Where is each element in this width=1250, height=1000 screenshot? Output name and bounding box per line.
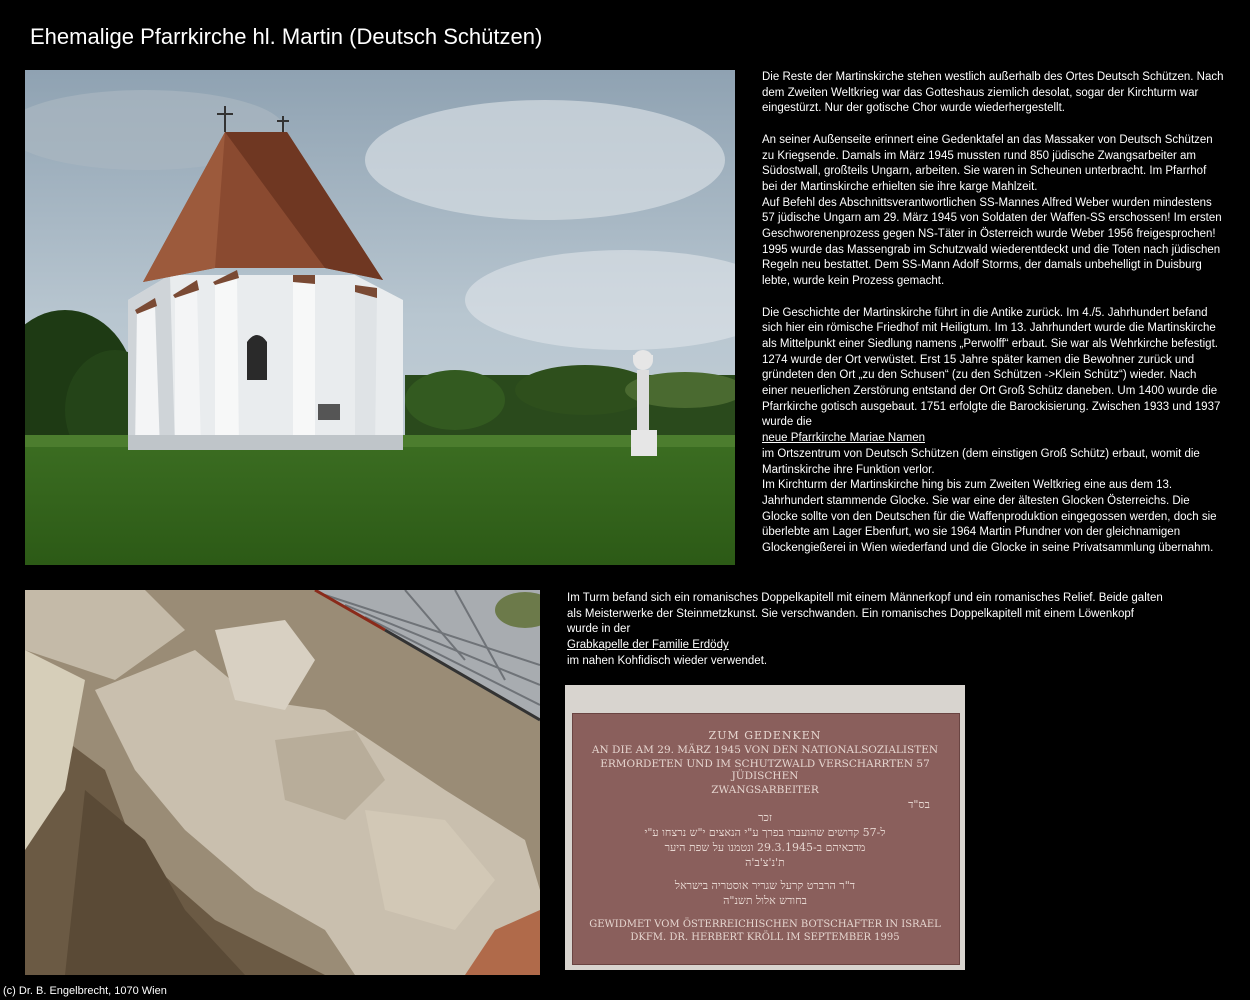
intro-text	[762, 70, 1224, 557]
plaque-line-3: ERMORDETEN UND IM SCHUTZWALD VERSCHARRTEN 57 JÜDISCHEN	[600, 758, 930, 782]
plaque-line-1: ZUM GEDENKEN	[708, 729, 822, 742]
plaque-line-6: DKFM. DR. HERBERT KRÖLL IM SEPTEMBER 1995	[630, 932, 900, 943]
intro-paragraph-3a: Die Geschichte der Martinskirche führt in die Antike zurück. Im 4./5. Jahrhundert befand sich hier ein römische Friedhof mit Heiligtum. Im 13. Jahrhundert wurde die Martinskirche als Mittelpunkt einer Siedlung namens „Perwolff“ erbaut. Sie war als Wehrkirche befestigt. 1274 wurde der Ort verwüstet. Erst 15 Jahre später kamen die Bewohner zurück und gründeten den Ort „zu den Schusen“ (zu den Schützen ->Klein Schütz“) wieder. Nach einer neuerlichen Zerstörung entstand der Ort Groß Schütz daneben. Um 1400 wurde die Pfarrkirche gotisch ausgebaut. 1751 erfolgte die Barockisierung. Zwischen 1933 und 1937 wurde die	[762, 306, 1221, 429]
intro-paragraph-3b: im Ortszentrum von Deutsch Schützen (dem einstigen Groß Schütz) erbaut, womit die Martinskirche ihre Funktion verlor.	[762, 447, 1200, 476]
plaque-hebrew-3: מדכאיהם ב-29.3.1945 ונטמנו על שפת היער	[664, 841, 866, 854]
link-neue-pfarrkirche[interactable]: neue Pfarrkirche Mariae Namen	[762, 432, 925, 445]
plaque-hebrew-2: ל-57 קדושים שהועברו בפרך ע"י הנאצים י"ש נרצחו ע"י	[644, 826, 886, 839]
page-title: Ehemalige Pfarrkirche hl. Martin (Deutsch Schützen)	[30, 24, 543, 49]
intro-paragraph-1: Die Reste der Martinskirche stehen westlich außerhalb des Ortes Deutsch Schützen. Nach dem Zweiten Weltkrieg war das Gotteshaus ziemlich desolat, sogar der Kirchturm war eingestürzt. Nur der gotische Chor wurde wiederhergestellt.	[762, 71, 1224, 115]
excavation-photo	[25, 590, 540, 975]
plaque-hebrew-4: ת'נ'צ'ב'ה	[745, 856, 785, 869]
copyright-footer: (c) Dr. B. Engelbrecht, 1070 Wien	[3, 985, 167, 997]
second-text	[567, 591, 1167, 670]
plaque-line-4: ZWANGSARBEITER	[711, 784, 819, 796]
intro-paragraph-4: Im Kirchturm der Martinskirche hing bis zum Zweiten Weltkrieg eine aus dem 13. Jahrhundert stammende Glocke. Sie war eine der ältesten Glocken Österreichs. Die Glocke sollte von den Deutschen für die Waffenproduktion eingegossen werden, doch sie überlebte am Lager Ebenfurt, wo sie 1964 Martin Pfundner von der gleichnamigen Glockengießerei in Wien wiederfand und die Glocke in seine Privatsammlung übernahm.	[762, 479, 1217, 555]
plaque-hebrew-5: ד"ר הרברט קרעל שגריר אוסטריה בישראל	[674, 879, 856, 892]
plaque-hebrew-1: זכר	[758, 811, 772, 824]
plaque-line-5: GEWIDMET VOM ÖSTERREICHISCHEN BOTSCHAFTER IN ISRAEL	[589, 919, 941, 930]
plaque-hebrew-0: בס"ד	[908, 798, 930, 811]
plaque-hebrew-6: בחודש אלול תשנ"ה	[723, 894, 807, 907]
second-paragraph-1: Im Turm befand sich ein romanisches Doppelkapitell mit einem Männerkopf und ein romanisches Relief. Beide galten als Meisterwerke der Steinmetzkunst. Sie verschwanden. Ein romanisches Doppelkapitell mit einem Löwenkopf wurde in der	[567, 592, 1163, 636]
church-photo	[25, 70, 735, 565]
link-grabkapelle[interactable]: Grabkapelle der Familie Erdödy	[567, 639, 729, 652]
intro-paragraph-2b: Auf Befehl des Abschnittsverantwortlichen SS-Mannes Alfred Weber wurden mindestens 57 jüdische Ungarn am 29. März 1945 von Soldaten der Waffen-SS erschossen! Im ersten Geschworenenprozess gegen NS-Täter in Österreich wurde Weber 1956 freigesprochen! 1995 wurde das Massengrab im Schutzwald wiederentdeckt und die Toten nach jüdischen Regeln neu bestattet. Dem SS-Mann Adolf Storms, der damals unbehelligt in Duisburg lebte, wurde kein Prozess gemacht.	[762, 196, 1222, 288]
intro-paragraph-2a: An seiner Außenseite erinnert eine Gedenktafel an das Massaker von Deutsch Schützen zu Kriegsende. Damals im März 1945 mussten rund 850 jüdische Zwangsarbeiter am Südostwall, großteils Ungarn, arbeiten. Sie waren in Scheunen unterbracht. Im Pfarrhof bei der Martinskirche erhielten sie ihre karge Mahlzeit.	[762, 133, 1213, 193]
second-paragraph-2: im nahen Kohfidisch wieder verwendet.	[567, 654, 768, 667]
memorial-plaque-photo	[565, 685, 965, 970]
plaque-line-2: AN DIE AM 29. MÄRZ 1945 VON DEN NATIONALSOZIALISTEN	[591, 744, 939, 756]
